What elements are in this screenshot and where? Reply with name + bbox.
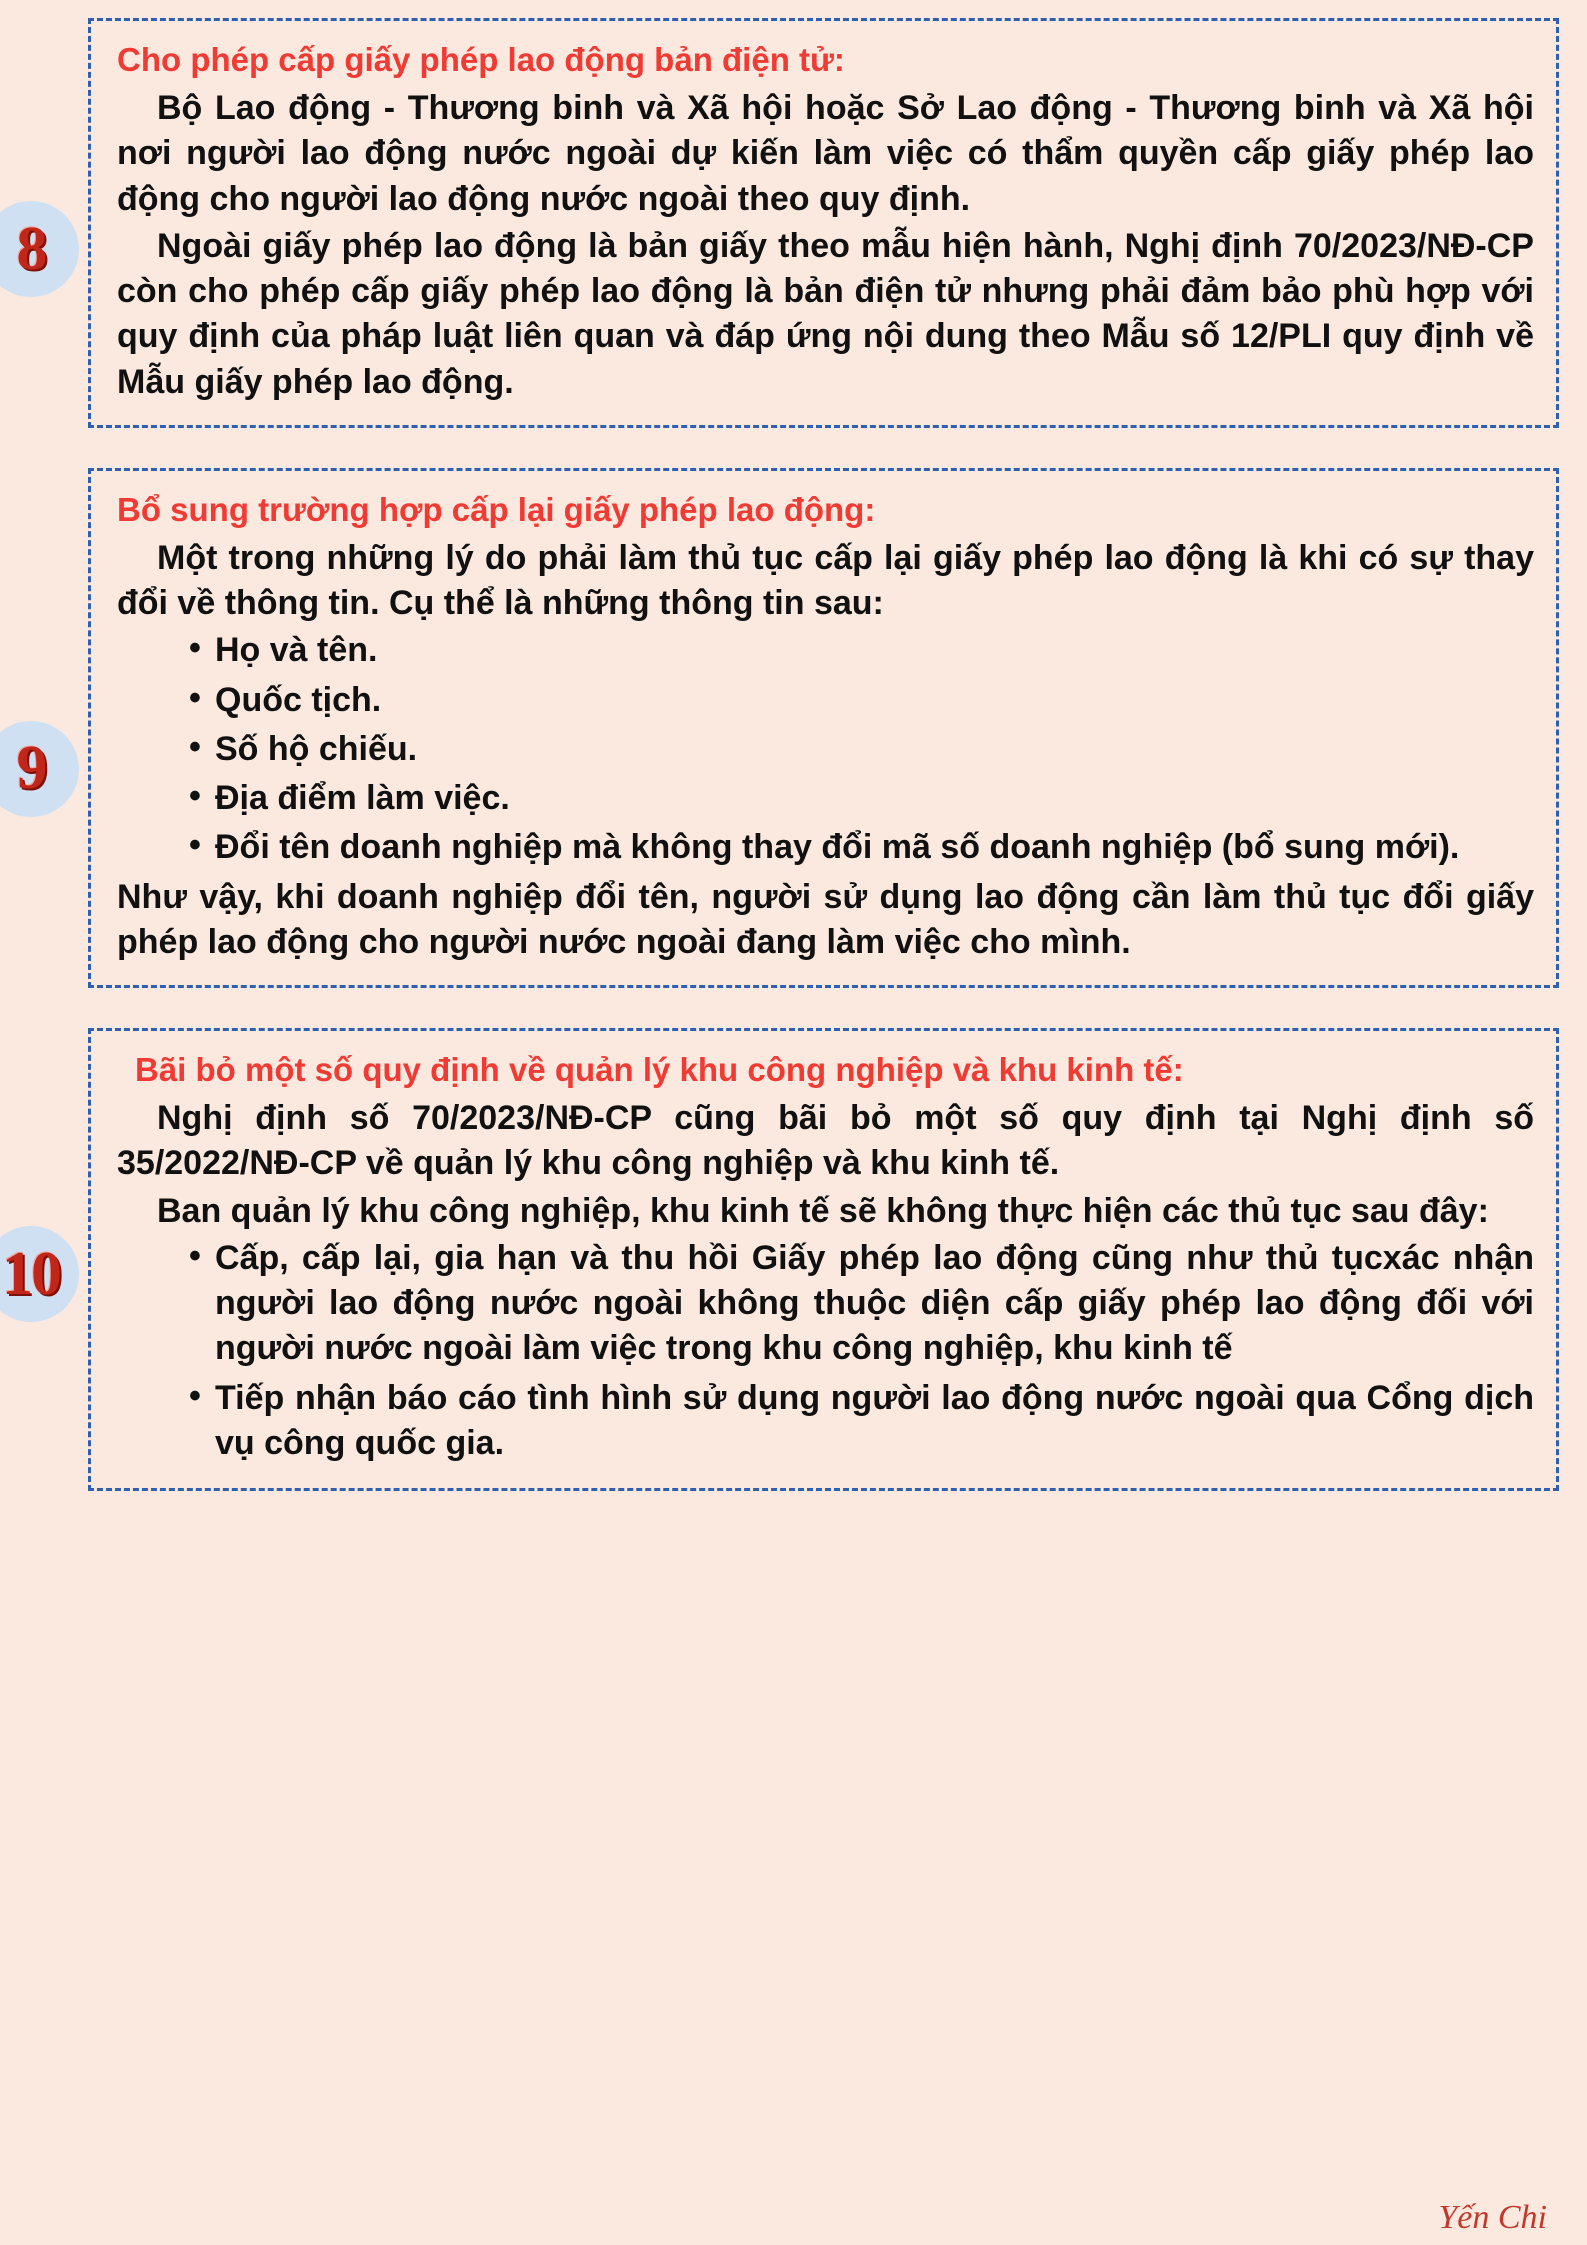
section-number-badge-10: 10	[0, 1226, 79, 1322]
section-9-bullet-list	[117, 628, 1534, 870]
list-item: • Đổi tên doanh nghiệp mà không thay đổi mã số doanh nghiệp (bổ sung mới).	[189, 825, 1534, 870]
list-item: • Cấp, cấp lại, gia hạn và thu hồi Giấy phép lao động cũng như thủ tụcxác nhận người lao động nước ngoài không thuộc diện cấp giấy phép lao động đối với người nước ngoài làm việc trong khu công nghiệp, khu kinh tế	[189, 1236, 1534, 1372]
list-item: • Tiếp nhận báo cáo tình hình sử dụng người lao động nước ngoài qua Cổng dịch vụ công quốc gia.	[189, 1376, 1534, 1466]
section-title-10: Bãi bỏ một số quy định về quản lý khu công nghiệp và khu kinh tế:	[135, 1051, 1184, 1088]
list-item: • Số hộ chiếu.	[189, 727, 1534, 772]
section-10-bullet-list	[117, 1236, 1534, 1466]
author-signature: Yến Chi	[1438, 2199, 1547, 2236]
section-10	[2, 1028, 1559, 1491]
section-9-paragraph-1: Một trong những lý do phải làm thủ tục cấp lại giấy phép lao động là khi có sự thay đổi về thông tin. Cụ thể là những thông tin sau:	[117, 539, 1534, 623]
section-9	[16, 468, 1559, 988]
section-title-8: Cho phép cấp giấy phép lao động bản điện tử:	[117, 41, 845, 78]
section-8-paragraph-2: Ngoài giấy phép lao động là bản giấy theo mẫu hiện hành, Nghị định 70/2023/NĐ-CP còn cho phép cấp giấy phép lao động là bản điện tử nhưng phải đảm bảo phù hợp với quy định của pháp luật liên quan và đáp ứng nội dung theo Mẫu số 12/PLI quy định về Mẫu giấy phép lao động.	[117, 226, 1534, 401]
section-number-badge-8: 8	[0, 201, 79, 297]
list-item: • Địa điểm làm việc.	[189, 776, 1534, 821]
section-title-9: Bổ sung trường hợp cấp lại giấy phép lao động:	[117, 490, 876, 528]
section-9-closing: Như vậy, khi doanh nghiệp đổi tên, người sử dụng lao động cần làm thủ tục đổi giấy phép lao động cho người nước ngoài đang làm việc cho mình.	[117, 877, 1534, 961]
section-10-paragraph-2: Ban quản lý khu công nghiệp, khu kinh tế sẽ không thực hiện các thủ tục sau đây:	[157, 1191, 1489, 1230]
section-8	[16, 18, 1559, 428]
section-8-paragraph-1: Bộ Lao động - Thương binh và Xã hội hoặc Sở Lao động - Thương binh và Xã hội nơi người lao động nước ngoài dự kiến làm việc có thẩm quyền cấp giấy phép lao động cho người lao động nước ngoài theo quy định.	[117, 89, 1534, 218]
list-item: • Quốc tịch.	[189, 678, 1534, 723]
section-10-paragraph-1: Nghị định số 70/2023/NĐ-CP cũng bãi bỏ một số quy định tại Nghị định số 35/2022/NĐ-CP về quản lý khu công nghiệp và khu kinh tế.	[117, 1099, 1534, 1183]
list-item: • Họ và tên.	[189, 628, 1534, 673]
section-number-badge-9: 9	[0, 721, 79, 817]
